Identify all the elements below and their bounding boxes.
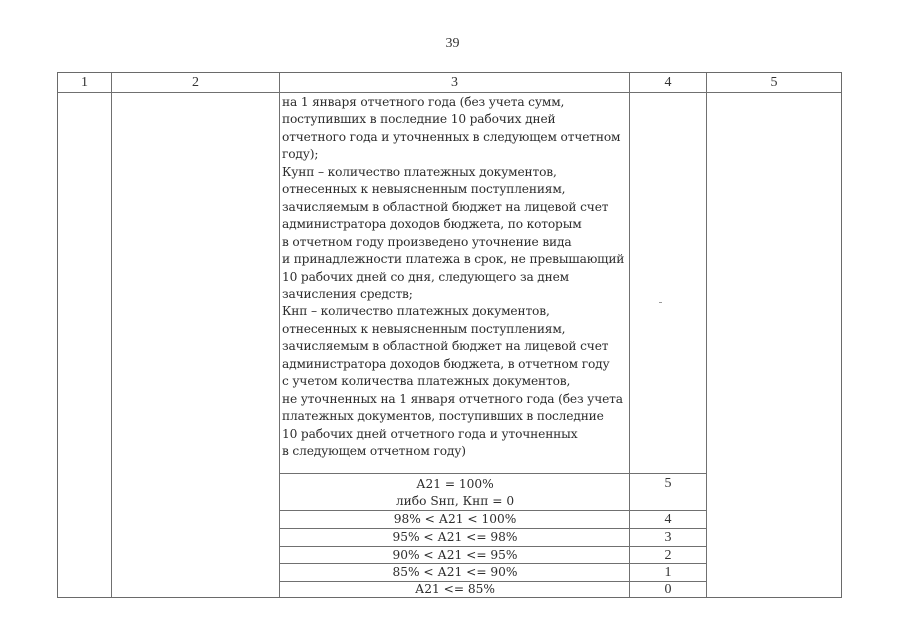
score-value: 0 <box>664 582 672 597</box>
criterion-a21-95-98: 95% < А21 <= 98% <box>392 530 518 544</box>
indicator-table <box>57 72 842 598</box>
header-col-2: 2 <box>192 75 199 90</box>
description-line: 10 рабочих дней со дня, следующего за днем <box>282 269 570 284</box>
score-value: 1 <box>664 565 672 580</box>
description-line: не уточненных на 1 января отчетного года (без учета <box>282 391 623 406</box>
description-line: в следующем отчетном году) <box>282 444 466 459</box>
scan-artifact <box>659 302 662 303</box>
description-line: платежных документов, поступивших в последние <box>282 409 604 424</box>
criterion-a21-90-95: 90% < А21 <= 95% <box>392 548 518 562</box>
score-value: 4 <box>664 512 672 527</box>
description-line: отчетного года и уточненных в следующем отчетном <box>282 129 621 144</box>
criterion-line: либо Sнп, Кнп = 0 <box>395 494 515 508</box>
criterion-a21-98-100: 98% < А21 < 100% <box>393 512 517 526</box>
header-col-1: 1 <box>81 75 88 90</box>
page-number: 39 <box>445 36 460 51</box>
description-line: зачисляемым в областной бюджет на лицевой счет <box>282 339 609 354</box>
description-line: поступивших в последние 10 рабочих дней <box>282 112 556 127</box>
column-divider-1-2 <box>111 73 112 597</box>
description-line: администратора доходов бюджета, в отчетном году <box>282 356 610 371</box>
score-value: 5 <box>664 476 672 491</box>
criterion-line: А21 = 100% <box>416 477 494 491</box>
criterion-a21-85: А21 <= 85% <box>415 582 495 596</box>
criterion-a21-85-90: 85% < А21 <= 90% <box>392 565 518 579</box>
description-line: 10 рабочих дней отчетного года и уточненных <box>282 426 578 441</box>
description-line: Кнп – количество платежных документов, <box>282 304 550 319</box>
criterion-a21-100 <box>280 476 630 510</box>
description-line: в отчетном году произведено уточнение вида <box>282 234 572 249</box>
description-line: отнесенных к невыясненным поступлениям, <box>282 321 566 336</box>
description-line: отнесенных к невыясненным поступлениям, <box>282 182 566 197</box>
description-line: на 1 января отчетного года (без учета сумм, <box>282 95 565 109</box>
description-line: с учетом количества платежных документов, <box>282 374 571 389</box>
header-col-4: 4 <box>664 75 672 90</box>
scoring-divider <box>279 473 707 474</box>
score-value: 3 <box>664 530 672 545</box>
description-line: зачисляемым в областной бюджет на лицевой счет <box>282 199 609 214</box>
header-col-5: 5 <box>770 75 778 90</box>
description-line: году); <box>282 147 319 162</box>
description-line: и принадлежности платежа в срок, не превышающий <box>282 252 625 267</box>
header-col-3: 3 <box>451 75 458 90</box>
description-line: Кунп – количество платежных документов, <box>282 164 557 179</box>
indicator-description <box>282 94 630 461</box>
description-line: администратора доходов бюджета, по которым <box>282 217 582 232</box>
score-value: 2 <box>664 548 672 563</box>
description-line: зачисления средств; <box>282 286 413 301</box>
column-divider-4-5 <box>706 73 707 597</box>
